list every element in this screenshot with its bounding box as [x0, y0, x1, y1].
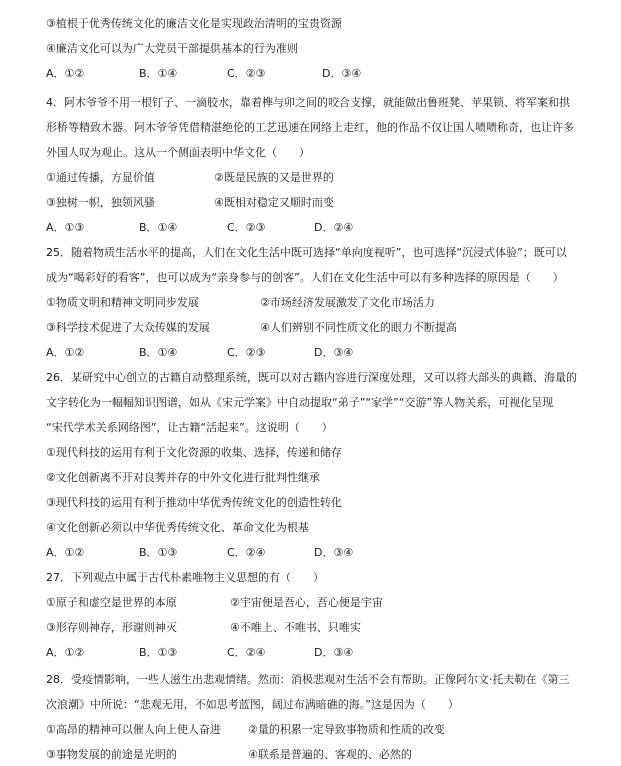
q26-option-3: ③现代科技的运用有利于推动中华优秀传统文化的创造性转化	[46, 496, 342, 509]
choice-b: B．①④	[139, 67, 178, 80]
choice-d: D．③④	[314, 346, 354, 359]
choice-c: C．②③	[227, 67, 266, 80]
option-4: ④不唯上、不唯书、只唯实	[230, 621, 361, 634]
choice-c: C．②③	[227, 346, 266, 359]
q3-option-3: ③植根于优秀传统文化的廉洁文化是实现政治清明的宝贵资源	[46, 17, 342, 30]
q4-stem-line-1: 4．阿木爷爷不用一根钉子、一滴胶水，靠着榫与卯之间的咬合支撑，就能做出鲁班凳、苹果锁、将军案和拱	[46, 96, 570, 109]
q26-option-4: ④文化创新必须以中华优秀传统文化、革命文化为根基	[46, 521, 309, 534]
q28-stem-line-1: 28．受疫情影响，一些人滋生出悲观情绪。然而：消极悲观对生活不会有帮助。正像阿尔文·托夫勒在《第三	[46, 673, 570, 686]
choice-c: C．②④	[227, 546, 266, 559]
choice-a: A．①②	[46, 646, 85, 659]
choice-a: A．①③	[46, 221, 85, 234]
q26-stem-line-1: 26．某研究中心创立的古籍自动整理系统，既可以对古籍内容进行深度处理，又可以将大部头的典籍、海量的	[46, 371, 577, 384]
option-1: ①通过传播，方显价值	[46, 171, 155, 184]
option-2: ②量的积累一定导致事物质和性质的改变	[248, 723, 445, 736]
q25-stem-line-1: 25．随着物质生活水平的提高，人们在文化生活中既可选择“单向度视听”，也可选择“沉浸式体验”；既可以	[46, 246, 567, 259]
option-1: ①物质文明和精神文明同步发展	[46, 296, 199, 309]
q4-stem-line-2: 形桥等精致木器。阿木爷爷凭借精湛绝伦的工艺迅速在网络上走红，他的作品不仅让国人啧啧称奇，也让许多	[46, 121, 574, 134]
option-2: ②既是民族的又是世界的	[214, 171, 334, 184]
option-4: ④联系是普遍的、客观的、必然的	[248, 748, 412, 761]
choice-b: B．①③	[139, 546, 178, 559]
q26-stem-line-3: “宋代学术关系网络图”，让古籍“活起来”。这说明（ ）	[46, 421, 333, 434]
choice-d: D．③④	[314, 546, 354, 559]
choice-b: B．①④	[139, 221, 178, 234]
q26-option-1: ①现代科技的运用有利于文化资源的收集、选择，传递和储存	[46, 446, 342, 459]
option-4: ④既相对稳定又顺时而变	[214, 196, 334, 209]
choice-a: A．①②	[46, 67, 85, 80]
choice-c: C．②④	[227, 646, 266, 659]
choice-d: D．③④	[322, 67, 362, 80]
option-1: ①原子和虚空是世界的本原	[46, 596, 177, 609]
choice-c: C．②③	[227, 221, 266, 234]
option-3: ③形存则神存，形谢则神灭	[46, 621, 177, 634]
option-3: ③独树一帜，独领风骚	[46, 196, 155, 209]
q25-stem-line-2: 成为“喝彩好的看客”，也可以成为“亲身参与的创客”。人们在文化生活中可以有多种选择的原因是（ ）	[46, 271, 564, 284]
q3-option-4: ④廉洁文化可以为广大党员干部提供基本的行为准则	[46, 42, 298, 55]
choice-d: D．③④	[314, 646, 354, 659]
option-1: ①高昂的精神可以催人向上使人奋进	[46, 723, 221, 736]
choice-b: B．①③	[139, 646, 178, 659]
q26-option-2: ②文化创新离不开对良莠并存的中外文化进行批判性继承	[46, 471, 320, 484]
option-2: ②宇宙便是吾心，吾心便是宇宙	[230, 596, 383, 609]
choice-d: D．②④	[314, 221, 354, 234]
q26-stem-line-2: 文字转化为一幅幅知识图谱，如从《宋元学案》中自动提取“弟子”“家学”“交游”等人物关系，可视化呈现	[46, 396, 554, 409]
q4-stem-line-3: 外国人叹为观止。这从一个侧面表明中华文化（ ）	[46, 146, 310, 159]
option-3: ③科学技术促进了大众传媒的发展	[46, 321, 210, 334]
option-3: ③事物发展的前途是光明的	[46, 748, 177, 761]
choice-b: B．①④	[139, 346, 178, 359]
option-4: ④人们辨别不同性质文化的眼力不断提高	[260, 321, 457, 334]
q27-stem: 27．下列观点中属于古代朴素唯物主义思想的有（ ）	[46, 571, 324, 584]
option-2: ②市场经济发展激发了文化市场活力	[260, 296, 435, 309]
choice-a: A．①②	[46, 546, 85, 559]
choice-a: A．①②	[46, 346, 85, 359]
q28-stem-line-2: 次浪潮》中所说：“悲观无用，不如思考蓝图，阔过布满暗礁的海。”这是因为（ ）	[46, 698, 459, 711]
